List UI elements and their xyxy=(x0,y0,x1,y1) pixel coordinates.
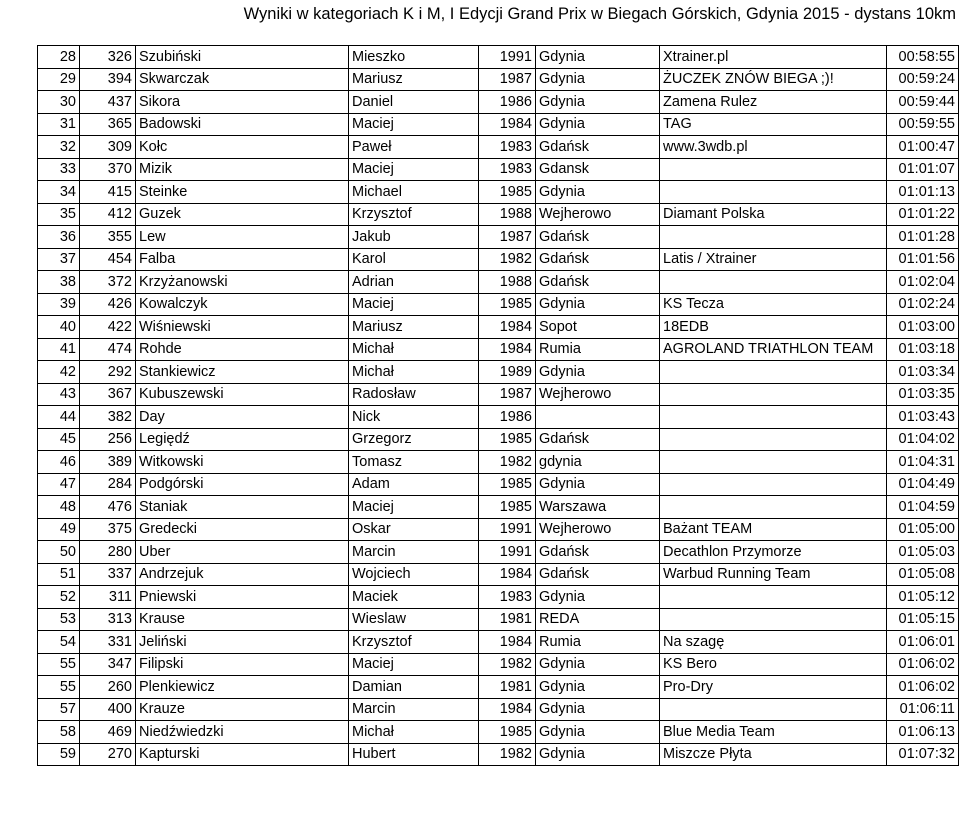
city-cell: Wejherowo xyxy=(536,383,660,406)
table-row xyxy=(38,563,959,586)
time-cell: 01:06:02 xyxy=(887,653,959,676)
surname-cell: Filipski xyxy=(136,653,349,676)
table-row xyxy=(38,406,959,429)
place-cell: 41 xyxy=(38,338,80,361)
bib-cell: 469 xyxy=(80,721,136,744)
place-cell: 34 xyxy=(38,181,80,204)
time-cell: 01:06:02 xyxy=(887,676,959,699)
birth-year-cell: 1985 xyxy=(479,496,536,519)
birth-year-cell: 1985 xyxy=(479,181,536,204)
club-cell xyxy=(660,383,887,406)
surname-cell: Jeliński xyxy=(136,631,349,654)
surname-cell: Niedźwiedzki xyxy=(136,721,349,744)
bib-cell: 422 xyxy=(80,316,136,339)
bib-cell: 382 xyxy=(80,406,136,429)
table-row xyxy=(38,113,959,136)
surname-cell: Kapturski xyxy=(136,743,349,766)
birth-year-cell: 1986 xyxy=(479,406,536,429)
first-name-cell: Michał xyxy=(349,361,479,384)
bib-cell: 370 xyxy=(80,158,136,181)
first-name-cell: Tomasz xyxy=(349,451,479,474)
city-cell: Gdynia xyxy=(536,361,660,384)
club-cell xyxy=(660,698,887,721)
table-row xyxy=(38,721,959,744)
birth-year-cell: 1985 xyxy=(479,293,536,316)
time-cell: 01:03:34 xyxy=(887,361,959,384)
city-cell: Wejherowo xyxy=(536,518,660,541)
surname-cell: Skwarczak xyxy=(136,68,349,91)
birth-year-cell: 1986 xyxy=(479,91,536,114)
time-cell: 01:05:08 xyxy=(887,563,959,586)
birth-year-cell: 1984 xyxy=(479,113,536,136)
first-name-cell: Wieslaw xyxy=(349,608,479,631)
club-cell xyxy=(660,473,887,496)
first-name-cell: Maciek xyxy=(349,586,479,609)
place-cell: 36 xyxy=(38,226,80,249)
table-row xyxy=(38,608,959,631)
first-name-cell: Michał xyxy=(349,721,479,744)
table-row xyxy=(38,743,959,766)
place-cell: 54 xyxy=(38,631,80,654)
club-cell xyxy=(660,181,887,204)
city-cell: Rumia xyxy=(536,631,660,654)
table-row xyxy=(38,496,959,519)
surname-cell: Krause xyxy=(136,608,349,631)
club-cell xyxy=(660,271,887,294)
birth-year-cell: 1984 xyxy=(479,316,536,339)
place-cell: 47 xyxy=(38,473,80,496)
bib-cell: 355 xyxy=(80,226,136,249)
birth-year-cell: 1985 xyxy=(479,473,536,496)
surname-cell: Gredecki xyxy=(136,518,349,541)
city-cell: Gdynia xyxy=(536,473,660,496)
club-cell: TAG xyxy=(660,113,887,136)
city-cell: Gdynia xyxy=(536,293,660,316)
first-name-cell: Krzysztof xyxy=(349,631,479,654)
place-cell: 55 xyxy=(38,676,80,699)
birth-year-cell: 1991 xyxy=(479,46,536,69)
city-cell: REDA xyxy=(536,608,660,631)
bib-cell: 337 xyxy=(80,563,136,586)
club-cell xyxy=(660,586,887,609)
surname-cell: Krzyżanowski xyxy=(136,271,349,294)
time-cell: 01:06:01 xyxy=(887,631,959,654)
birth-year-cell: 1989 xyxy=(479,361,536,384)
bib-cell: 256 xyxy=(80,428,136,451)
surname-cell: Lew xyxy=(136,226,349,249)
birth-year-cell: 1984 xyxy=(479,631,536,654)
city-cell: Gdynia xyxy=(536,743,660,766)
city-cell xyxy=(536,406,660,429)
club-cell xyxy=(660,226,887,249)
club-cell: Diamant Polska xyxy=(660,203,887,226)
bib-cell: 394 xyxy=(80,68,136,91)
surname-cell: Legiędź xyxy=(136,428,349,451)
club-cell: Latis / Xtrainer xyxy=(660,248,887,271)
birth-year-cell: 1983 xyxy=(479,158,536,181)
city-cell: Sopot xyxy=(536,316,660,339)
birth-year-cell: 1985 xyxy=(479,428,536,451)
surname-cell: Guzek xyxy=(136,203,349,226)
table-row xyxy=(38,316,959,339)
table-row xyxy=(38,248,959,271)
place-cell: 52 xyxy=(38,586,80,609)
time-cell: 01:01:07 xyxy=(887,158,959,181)
place-cell: 37 xyxy=(38,248,80,271)
first-name-cell: Marcin xyxy=(349,541,479,564)
surname-cell: Krauze xyxy=(136,698,349,721)
bib-cell: 311 xyxy=(80,586,136,609)
time-cell: 00:59:24 xyxy=(887,68,959,91)
club-cell: Na szagę xyxy=(660,631,887,654)
club-cell: KS Bero xyxy=(660,653,887,676)
place-cell: 28 xyxy=(38,46,80,69)
first-name-cell: Hubert xyxy=(349,743,479,766)
place-cell: 42 xyxy=(38,361,80,384)
bib-cell: 454 xyxy=(80,248,136,271)
time-cell: 01:04:49 xyxy=(887,473,959,496)
bib-cell: 389 xyxy=(80,451,136,474)
first-name-cell: Karol xyxy=(349,248,479,271)
city-cell: Gdynia xyxy=(536,113,660,136)
place-cell: 39 xyxy=(38,293,80,316)
results-table xyxy=(37,45,959,766)
first-name-cell: Wojciech xyxy=(349,563,479,586)
place-cell: 45 xyxy=(38,428,80,451)
table-row xyxy=(38,158,959,181)
surname-cell: Sikora xyxy=(136,91,349,114)
birth-year-cell: 1984 xyxy=(479,338,536,361)
club-cell: Bażant TEAM xyxy=(660,518,887,541)
first-name-cell: Adrian xyxy=(349,271,479,294)
city-cell: Gdańsk xyxy=(536,248,660,271)
city-cell: Rumia xyxy=(536,338,660,361)
time-cell: 01:01:13 xyxy=(887,181,959,204)
bib-cell: 474 xyxy=(80,338,136,361)
surname-cell: Wiśniewski xyxy=(136,316,349,339)
place-cell: 50 xyxy=(38,541,80,564)
time-cell: 01:03:43 xyxy=(887,406,959,429)
bib-cell: 372 xyxy=(80,271,136,294)
birth-year-cell: 1987 xyxy=(479,383,536,406)
place-cell: 43 xyxy=(38,383,80,406)
table-row xyxy=(38,586,959,609)
first-name-cell: Radosław xyxy=(349,383,479,406)
surname-cell: Rohde xyxy=(136,338,349,361)
club-cell: Blue Media Team xyxy=(660,721,887,744)
city-cell: Gdańsk xyxy=(536,226,660,249)
club-cell xyxy=(660,451,887,474)
club-cell: Warbud Running Team xyxy=(660,563,887,586)
table-row xyxy=(38,518,959,541)
surname-cell: Pniewski xyxy=(136,586,349,609)
surname-cell: Witkowski xyxy=(136,451,349,474)
surname-cell: Mizik xyxy=(136,158,349,181)
table-row xyxy=(38,338,959,361)
birth-year-cell: 1983 xyxy=(479,586,536,609)
bib-cell: 347 xyxy=(80,653,136,676)
birth-year-cell: 1981 xyxy=(479,608,536,631)
table-row xyxy=(38,428,959,451)
city-cell: Gdańsk xyxy=(536,541,660,564)
surname-cell: Kubuszewski xyxy=(136,383,349,406)
first-name-cell: Adam xyxy=(349,473,479,496)
place-cell: 32 xyxy=(38,136,80,159)
place-cell: 49 xyxy=(38,518,80,541)
club-cell: Miszcze Płyta xyxy=(660,743,887,766)
bib-cell: 375 xyxy=(80,518,136,541)
place-cell: 53 xyxy=(38,608,80,631)
table-row xyxy=(38,203,959,226)
surname-cell: Stankiewicz xyxy=(136,361,349,384)
birth-year-cell: 1981 xyxy=(479,676,536,699)
birth-year-cell: 1991 xyxy=(479,541,536,564)
city-cell: Gdynia xyxy=(536,586,660,609)
birth-year-cell: 1984 xyxy=(479,563,536,586)
city-cell: Gdynia xyxy=(536,721,660,744)
surname-cell: Steinke xyxy=(136,181,349,204)
place-cell: 57 xyxy=(38,698,80,721)
time-cell: 01:06:11 xyxy=(887,698,959,721)
first-name-cell: Mariusz xyxy=(349,68,479,91)
first-name-cell: Jakub xyxy=(349,226,479,249)
place-cell: 44 xyxy=(38,406,80,429)
table-row xyxy=(38,46,959,69)
city-cell: Gdansk xyxy=(536,158,660,181)
place-cell: 59 xyxy=(38,743,80,766)
city-cell: Gdynia xyxy=(536,698,660,721)
surname-cell: Kowalczyk xyxy=(136,293,349,316)
bib-cell: 367 xyxy=(80,383,136,406)
birth-year-cell: 1982 xyxy=(479,653,536,676)
bib-cell: 313 xyxy=(80,608,136,631)
city-cell: Gdynia xyxy=(536,46,660,69)
first-name-cell: Paweł xyxy=(349,136,479,159)
first-name-cell: Daniel xyxy=(349,91,479,114)
place-cell: 55 xyxy=(38,653,80,676)
bib-cell: 284 xyxy=(80,473,136,496)
table-row xyxy=(38,91,959,114)
birth-year-cell: 1985 xyxy=(479,721,536,744)
page-title: Wyniki w kategoriach K i M, I Edycji Grand Prix w Biegach Górskich, Gdynia 2015 - dystans 10km xyxy=(243,5,956,23)
place-cell: 29 xyxy=(38,68,80,91)
table-row xyxy=(38,136,959,159)
table-row xyxy=(38,698,959,721)
bib-cell: 437 xyxy=(80,91,136,114)
time-cell: 01:06:13 xyxy=(887,721,959,744)
first-name-cell: Oskar xyxy=(349,518,479,541)
first-name-cell: Maciej xyxy=(349,496,479,519)
place-cell: 48 xyxy=(38,496,80,519)
first-name-cell: Michael xyxy=(349,181,479,204)
time-cell: 01:04:59 xyxy=(887,496,959,519)
place-cell: 51 xyxy=(38,563,80,586)
time-cell: 01:02:24 xyxy=(887,293,959,316)
surname-cell: Andrzejuk xyxy=(136,563,349,586)
club-cell: www.3wdb.pl xyxy=(660,136,887,159)
city-cell: Gdańsk xyxy=(536,136,660,159)
bib-cell: 270 xyxy=(80,743,136,766)
club-cell: Pro-Dry xyxy=(660,676,887,699)
time-cell: 01:05:00 xyxy=(887,518,959,541)
place-cell: 35 xyxy=(38,203,80,226)
club-cell: Zamena Rulez xyxy=(660,91,887,114)
time-cell: 00:59:44 xyxy=(887,91,959,114)
time-cell: 01:04:02 xyxy=(887,428,959,451)
bib-cell: 326 xyxy=(80,46,136,69)
bib-cell: 412 xyxy=(80,203,136,226)
surname-cell: Szubiński xyxy=(136,46,349,69)
place-cell: 31 xyxy=(38,113,80,136)
table-row xyxy=(38,631,959,654)
first-name-cell: Grzegorz xyxy=(349,428,479,451)
bib-cell: 260 xyxy=(80,676,136,699)
table-row xyxy=(38,361,959,384)
club-cell: KS Tecza xyxy=(660,293,887,316)
surname-cell: Podgórski xyxy=(136,473,349,496)
first-name-cell: Damian xyxy=(349,676,479,699)
time-cell: 01:01:28 xyxy=(887,226,959,249)
city-cell: gdynia xyxy=(536,451,660,474)
club-cell xyxy=(660,406,887,429)
place-cell: 33 xyxy=(38,158,80,181)
time-cell: 01:05:15 xyxy=(887,608,959,631)
time-cell: 00:58:55 xyxy=(887,46,959,69)
city-cell: Gdynia xyxy=(536,676,660,699)
city-cell: Gdynia xyxy=(536,91,660,114)
first-name-cell: Maciej xyxy=(349,113,479,136)
time-cell: 01:05:12 xyxy=(887,586,959,609)
club-cell: Decathlon Przymorze xyxy=(660,541,887,564)
time-cell: 01:01:56 xyxy=(887,248,959,271)
table-row xyxy=(38,451,959,474)
time-cell: 01:05:03 xyxy=(887,541,959,564)
surname-cell: Staniak xyxy=(136,496,349,519)
birth-year-cell: 1982 xyxy=(479,248,536,271)
time-cell: 01:02:04 xyxy=(887,271,959,294)
first-name-cell: Maciej xyxy=(349,653,479,676)
bib-cell: 331 xyxy=(80,631,136,654)
surname-cell: Badowski xyxy=(136,113,349,136)
club-cell xyxy=(660,361,887,384)
bib-cell: 292 xyxy=(80,361,136,384)
birth-year-cell: 1988 xyxy=(479,271,536,294)
city-cell: Gdańsk xyxy=(536,563,660,586)
table-row xyxy=(38,68,959,91)
time-cell: 01:03:18 xyxy=(887,338,959,361)
first-name-cell: Mieszko xyxy=(349,46,479,69)
time-cell: 01:03:00 xyxy=(887,316,959,339)
first-name-cell: Nick xyxy=(349,406,479,429)
city-cell: Gdańsk xyxy=(536,271,660,294)
first-name-cell: Marcin xyxy=(349,698,479,721)
results-table-body xyxy=(38,46,959,766)
club-cell: AGROLAND TRIATHLON TEAM xyxy=(660,338,887,361)
first-name-cell: Michał xyxy=(349,338,479,361)
table-row xyxy=(38,226,959,249)
bib-cell: 426 xyxy=(80,293,136,316)
time-cell: 01:07:32 xyxy=(887,743,959,766)
bib-cell: 400 xyxy=(80,698,136,721)
time-cell: 01:04:31 xyxy=(887,451,959,474)
birth-year-cell: 1991 xyxy=(479,518,536,541)
city-cell: Gdynia xyxy=(536,653,660,676)
club-cell xyxy=(660,158,887,181)
table-row xyxy=(38,473,959,496)
table-row xyxy=(38,271,959,294)
time-cell: 00:59:55 xyxy=(887,113,959,136)
club-cell xyxy=(660,608,887,631)
surname-cell: Falba xyxy=(136,248,349,271)
time-cell: 01:03:35 xyxy=(887,383,959,406)
time-cell: 01:00:47 xyxy=(887,136,959,159)
table-row xyxy=(38,653,959,676)
birth-year-cell: 1988 xyxy=(479,203,536,226)
table-row xyxy=(38,541,959,564)
city-cell: Wejherowo xyxy=(536,203,660,226)
surname-cell: Uber xyxy=(136,541,349,564)
birth-year-cell: 1982 xyxy=(479,451,536,474)
table-row xyxy=(38,383,959,406)
bib-cell: 476 xyxy=(80,496,136,519)
time-cell: 01:01:22 xyxy=(887,203,959,226)
city-cell: Gdynia xyxy=(536,181,660,204)
city-cell: Warszawa xyxy=(536,496,660,519)
place-cell: 46 xyxy=(38,451,80,474)
birth-year-cell: 1984 xyxy=(479,698,536,721)
place-cell: 30 xyxy=(38,91,80,114)
first-name-cell: Krzysztof xyxy=(349,203,479,226)
birth-year-cell: 1987 xyxy=(479,226,536,249)
first-name-cell: Maciej xyxy=(349,158,479,181)
club-cell xyxy=(660,496,887,519)
surname-cell: Day xyxy=(136,406,349,429)
club-cell: ŻUCZEK ZNÓW BIEGA ;)! xyxy=(660,68,887,91)
club-cell xyxy=(660,428,887,451)
birth-year-cell: 1982 xyxy=(479,743,536,766)
first-name-cell: Mariusz xyxy=(349,316,479,339)
table-row xyxy=(38,676,959,699)
bib-cell: 280 xyxy=(80,541,136,564)
table-row xyxy=(38,293,959,316)
place-cell: 38 xyxy=(38,271,80,294)
place-cell: 58 xyxy=(38,721,80,744)
surname-cell: Kołc xyxy=(136,136,349,159)
place-cell: 40 xyxy=(38,316,80,339)
first-name-cell: Maciej xyxy=(349,293,479,316)
bib-cell: 415 xyxy=(80,181,136,204)
club-cell: Xtrainer.pl xyxy=(660,46,887,69)
surname-cell: Plenkiewicz xyxy=(136,676,349,699)
table-row xyxy=(38,181,959,204)
bib-cell: 309 xyxy=(80,136,136,159)
club-cell: 18EDB xyxy=(660,316,887,339)
birth-year-cell: 1987 xyxy=(479,68,536,91)
city-cell: Gdańsk xyxy=(536,428,660,451)
birth-year-cell: 1983 xyxy=(479,136,536,159)
bib-cell: 365 xyxy=(80,113,136,136)
city-cell: Gdynia xyxy=(536,68,660,91)
